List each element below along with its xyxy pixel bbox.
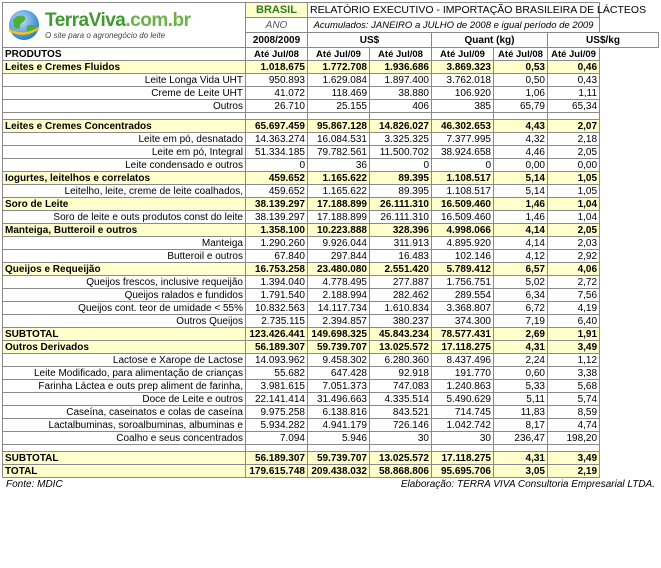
spacer-row	[3, 445, 659, 452]
row-label: Soro de leite e outs produtos const do leite	[3, 211, 246, 224]
value-cell: 16.084.531	[308, 133, 370, 146]
table-row	[3, 393, 659, 406]
spacer-cell	[548, 113, 600, 120]
value-cell: 17.118.275	[432, 341, 494, 354]
value-cell: 3.368.807	[432, 302, 494, 315]
row-label: Outros Derivados	[3, 341, 246, 354]
value-cell: 726.146	[370, 419, 432, 432]
table-row	[3, 211, 659, 224]
value-cell: 6,34	[494, 289, 548, 302]
value-cell: 106.920	[432, 87, 494, 100]
category-row	[3, 224, 659, 237]
value-cell: 3,49	[548, 452, 600, 465]
value-cell: 95.867.128	[308, 120, 370, 133]
category-row	[3, 263, 659, 276]
value-cell: 4,14	[494, 224, 548, 237]
table-row	[3, 146, 659, 159]
value-cell: 7,19	[494, 315, 548, 328]
value-cell: 59.739.707	[308, 452, 370, 465]
value-cell: 13.025.572	[370, 452, 432, 465]
row-label: Queijos ralados e fundidos	[3, 289, 246, 302]
value-cell: 9.975.258	[246, 406, 308, 419]
value-cell: 1.610.834	[370, 302, 432, 315]
value-cell: 4,32	[494, 133, 548, 146]
table-row	[3, 87, 659, 100]
value-cell: 1.018.675	[246, 61, 308, 74]
table-row	[3, 133, 659, 146]
spacer-cell	[3, 445, 246, 452]
value-cell: 1.791.540	[246, 289, 308, 302]
table-row	[3, 100, 659, 113]
value-cell: 55.682	[246, 367, 308, 380]
value-cell: 6,40	[548, 315, 600, 328]
value-cell: 1,91	[548, 328, 600, 341]
row-label: Manteiga, Butteroil e outros	[3, 224, 246, 237]
table-row	[3, 354, 659, 367]
spacer-cell	[494, 113, 548, 120]
value-cell: 0,50	[494, 74, 548, 87]
value-cell: 1.756.751	[432, 276, 494, 289]
value-cell: 11.500.702	[370, 146, 432, 159]
value-cell: 1.240.863	[432, 380, 494, 393]
value-cell: 46.302.653	[432, 120, 494, 133]
value-cell: 747.083	[370, 380, 432, 393]
value-cell: 65,34	[548, 100, 600, 113]
row-label: Leite condensado e outros	[3, 159, 246, 172]
table-row	[3, 74, 659, 87]
value-cell: 1,46	[494, 211, 548, 224]
value-cell: 92.918	[370, 367, 432, 380]
value-cell: 41.072	[246, 87, 308, 100]
value-cell: 10.832.563	[246, 302, 308, 315]
value-cell: 5,14	[494, 185, 548, 198]
value-cell: 38.139.297	[246, 211, 308, 224]
group-usdkg: US$/kg	[548, 33, 659, 48]
year-label: ANO	[246, 18, 308, 33]
globe-icon	[7, 8, 41, 42]
imports-table	[2, 2, 659, 478]
value-cell: 23.480.080	[308, 263, 370, 276]
spacer-cell	[494, 445, 548, 452]
value-cell: 1.394.040	[246, 276, 308, 289]
value-cell: 3,49	[548, 341, 600, 354]
value-cell: 289.554	[432, 289, 494, 302]
value-cell: 6.138.816	[308, 406, 370, 419]
row-label: Leite em pó, desnatado	[3, 133, 246, 146]
value-cell: 17.188.899	[308, 198, 370, 211]
value-cell: 16.509.460	[432, 211, 494, 224]
value-cell: 14.117.734	[308, 302, 370, 315]
row-label: Queijos cont. teor de umidade < 55%	[3, 302, 246, 315]
value-cell: 6,72	[494, 302, 548, 315]
value-cell: 236,47	[494, 432, 548, 445]
table-row	[3, 185, 659, 198]
row-label: Queijos frescos, inclusive requeijão	[3, 276, 246, 289]
row-label: Outros	[3, 100, 246, 113]
value-cell: 2,24	[494, 354, 548, 367]
value-cell: 3.762.018	[432, 74, 494, 87]
value-cell: 3.981.615	[246, 380, 308, 393]
report-container	[2, 2, 659, 490]
group-usd: US$	[308, 33, 432, 48]
value-cell: 26.111.310	[370, 211, 432, 224]
value-cell: 67.840	[246, 250, 308, 263]
value-cell: 311.913	[370, 237, 432, 250]
value-cell: 282.462	[370, 289, 432, 302]
row-label: Coalho e seus concentrados	[3, 432, 246, 445]
value-cell: 1,12	[548, 354, 600, 367]
value-cell: 1.290.260	[246, 237, 308, 250]
value-cell: 17.188.899	[308, 211, 370, 224]
row-label: Leites e Cremes Concentrados	[3, 120, 246, 133]
value-cell: 2,18	[548, 133, 600, 146]
products-header: PRODUTOS	[3, 48, 246, 61]
value-cell: 5.934.282	[246, 419, 308, 432]
value-cell: 380.237	[370, 315, 432, 328]
credit-note: Elaboração: TERRA VIVA Consultoria Empresarial LTDA.	[400, 479, 655, 490]
value-cell: 6.280.360	[370, 354, 432, 367]
value-cell: 56.189.307	[246, 341, 308, 354]
col-header-2008: Até Jul/08	[494, 48, 548, 61]
value-cell: 647.428	[308, 367, 370, 380]
value-cell: 459.652	[246, 172, 308, 185]
value-cell: 89.395	[370, 185, 432, 198]
row-label: Outros Queijos	[3, 315, 246, 328]
value-cell: 1.358.100	[246, 224, 308, 237]
value-cell: 0	[370, 159, 432, 172]
value-cell: 2.551.420	[370, 263, 432, 276]
value-cell: 1.629.084	[308, 74, 370, 87]
value-cell: 2.735.115	[246, 315, 308, 328]
source-note: Fonte: MDIC	[6, 479, 63, 490]
value-cell: 4,31	[494, 452, 548, 465]
col-header-2009: Até Jul/09	[308, 48, 370, 61]
value-cell: 714.745	[432, 406, 494, 419]
value-cell: 10.223.888	[308, 224, 370, 237]
value-cell: 95.695.706	[432, 465, 494, 478]
value-cell: 179.615.748	[246, 465, 308, 478]
value-cell: 65,79	[494, 100, 548, 113]
value-cell: 4.941.179	[308, 419, 370, 432]
value-cell: 3.869.323	[432, 61, 494, 74]
value-cell: 8,59	[548, 406, 600, 419]
table-row	[3, 406, 659, 419]
spacer-cell	[246, 445, 308, 452]
value-cell: 0	[432, 159, 494, 172]
value-cell: 11,83	[494, 406, 548, 419]
table-row	[3, 367, 659, 380]
value-cell: 38.924.658	[432, 146, 494, 159]
row-label: Caseína, caseinatos e colas de caseína	[3, 406, 246, 419]
value-cell: 7,56	[548, 289, 600, 302]
logo-name-part2: .com.br	[125, 9, 191, 31]
value-cell: 56.189.307	[246, 452, 308, 465]
value-cell: 1.772.708	[308, 61, 370, 74]
table-row	[3, 380, 659, 393]
spacer-cell	[246, 113, 308, 120]
value-cell: 1,46	[494, 198, 548, 211]
subtotal-row	[3, 452, 659, 465]
row-label: SUBTOTAL	[3, 328, 246, 341]
period-label: 2008/2009	[246, 33, 308, 48]
value-cell: 16.509.460	[432, 198, 494, 211]
value-cell: 14.826.027	[370, 120, 432, 133]
logo-name-part1: TerraViva	[45, 9, 126, 31]
table-row	[3, 432, 659, 445]
value-cell: 51.334.185	[246, 146, 308, 159]
value-cell: 3,38	[548, 367, 600, 380]
value-cell: 4,74	[548, 419, 600, 432]
group-quant: Quant (kg)	[432, 33, 548, 48]
table-row	[3, 276, 659, 289]
value-cell: 16.753.258	[246, 263, 308, 276]
value-cell: 22.141.414	[246, 393, 308, 406]
value-cell: 2.394.857	[308, 315, 370, 328]
value-cell: 4,06	[548, 263, 600, 276]
row-label: Leite Longa Vida UHT	[3, 74, 246, 87]
row-label: Farinha Láctea e outs prep aliment de farinha,	[3, 380, 246, 393]
value-cell: 89.395	[370, 172, 432, 185]
value-cell: 7.094	[246, 432, 308, 445]
value-cell: 30	[370, 432, 432, 445]
value-cell: 8.437.496	[432, 354, 494, 367]
value-cell: 1,04	[548, 198, 600, 211]
value-cell: 2.188.994	[308, 289, 370, 302]
value-cell: 2,69	[494, 328, 548, 341]
value-cell: 2,07	[548, 120, 600, 133]
spacer-row	[3, 113, 659, 120]
value-cell: 58.868.806	[370, 465, 432, 478]
value-cell: 1,05	[548, 185, 600, 198]
value-cell: 2,05	[548, 146, 600, 159]
value-cell: 59.739.707	[308, 341, 370, 354]
value-cell: 5.490.629	[432, 393, 494, 406]
value-cell: 4,31	[494, 341, 548, 354]
value-cell: 0,00	[548, 159, 600, 172]
value-cell: 1.897.400	[370, 74, 432, 87]
row-label: Leite Modificado, para alimentação de crianças	[3, 367, 246, 380]
value-cell: 8,17	[494, 419, 548, 432]
value-cell: 2,05	[548, 224, 600, 237]
logo-tagline: O site para o agronegócio do leite	[45, 30, 166, 40]
value-cell: 297.844	[308, 250, 370, 263]
value-cell: 374.300	[432, 315, 494, 328]
value-cell: 65.697.459	[246, 120, 308, 133]
spacer-cell	[432, 113, 494, 120]
value-cell: 4.895.920	[432, 237, 494, 250]
row-label: Queijos e Requeijão	[3, 263, 246, 276]
spacer-cell	[308, 445, 370, 452]
row-label: Doce de Leite e outros	[3, 393, 246, 406]
terraviva-logo	[3, 3, 245, 47]
value-cell: 4,12	[494, 250, 548, 263]
value-cell: 4,46	[494, 146, 548, 159]
value-cell: 198,20	[548, 432, 600, 445]
category-row	[3, 341, 659, 354]
value-cell: 4,14	[494, 237, 548, 250]
value-cell: 4.778.495	[308, 276, 370, 289]
value-cell: 209.438.032	[308, 465, 370, 478]
row-label: SUBTOTAL	[3, 452, 246, 465]
row-label: Soro de Leite	[3, 198, 246, 211]
table-row	[3, 289, 659, 302]
spacer-cell	[370, 445, 432, 452]
value-cell: 1,04	[548, 211, 600, 224]
report-title: RELATÓRIO EXECUTIVO - IMPORTAÇÃO BRASILEIRA DE LÁCTEOS	[308, 3, 600, 18]
value-cell: 0,43	[548, 74, 600, 87]
value-cell: 31.496.663	[308, 393, 370, 406]
value-cell: 0,60	[494, 367, 548, 380]
value-cell: 5.946	[308, 432, 370, 445]
value-cell: 5,11	[494, 393, 548, 406]
value-cell: 843.521	[370, 406, 432, 419]
value-cell: 1.165.622	[308, 172, 370, 185]
value-cell: 4,43	[494, 120, 548, 133]
category-row	[3, 172, 659, 185]
col-header-2009: Até Jul/09	[432, 48, 494, 61]
table-row	[3, 315, 659, 328]
value-cell: 38.880	[370, 87, 432, 100]
value-cell: 1,05	[548, 172, 600, 185]
value-cell: 118.469	[308, 87, 370, 100]
table-row	[3, 250, 659, 263]
spacer-cell	[3, 113, 246, 120]
value-cell: 5.789.412	[432, 263, 494, 276]
value-cell: 36	[308, 159, 370, 172]
value-cell: 2,92	[548, 250, 600, 263]
value-cell: 2,72	[548, 276, 600, 289]
value-cell: 1,11	[548, 87, 600, 100]
value-cell: 277.887	[370, 276, 432, 289]
value-cell: 17.118.275	[432, 452, 494, 465]
table-row	[3, 419, 659, 432]
row-label: Creme de Leite UHT	[3, 87, 246, 100]
value-cell: 7.051.373	[308, 380, 370, 393]
value-cell: 5,33	[494, 380, 548, 393]
table-row	[3, 237, 659, 250]
value-cell: 950.893	[246, 74, 308, 87]
row-label: Lactalbuminas, soroalbuminas, albuminas e	[3, 419, 246, 432]
value-cell: 5,14	[494, 172, 548, 185]
value-cell: 38.139.297	[246, 198, 308, 211]
value-cell: 30	[432, 432, 494, 445]
value-cell: 123.426.441	[246, 328, 308, 341]
row-label: Manteiga	[3, 237, 246, 250]
value-cell: 0,00	[494, 159, 548, 172]
report-subtitle: Acumulados: JANEIRO a JULHO de 2008 e igual período de 2009	[308, 18, 600, 33]
value-cell: 102.146	[432, 250, 494, 263]
row-label: Leitelho, leite, creme de leite coalhados,	[3, 185, 246, 198]
value-cell: 16.483	[370, 250, 432, 263]
value-cell: 4,19	[548, 302, 600, 315]
table-row	[3, 302, 659, 315]
value-cell: 26.111.310	[370, 198, 432, 211]
row-label: Lactose e Xarope de Lactose	[3, 354, 246, 367]
row-label: Butteroil e outros	[3, 250, 246, 263]
value-cell: 406	[370, 100, 432, 113]
value-cell: 6,57	[494, 263, 548, 276]
footer	[2, 479, 659, 490]
value-cell: 4.998.066	[432, 224, 494, 237]
value-cell: 5,02	[494, 276, 548, 289]
value-cell: 13.025.572	[370, 341, 432, 354]
category-row	[3, 120, 659, 133]
row-label: Leites e Cremes Fluidos	[3, 61, 246, 74]
subtotal-row	[3, 328, 659, 341]
value-cell: 1.936.686	[370, 61, 432, 74]
value-cell: 45.843.234	[370, 328, 432, 341]
spacer-cell	[432, 445, 494, 452]
spacer-cell	[308, 113, 370, 120]
value-cell: 7.377.995	[432, 133, 494, 146]
value-cell: 79.782.561	[308, 146, 370, 159]
value-cell: 1.042.742	[432, 419, 494, 432]
value-cell: 1,06	[494, 87, 548, 100]
logo-cell	[3, 3, 246, 48]
value-cell: 5,74	[548, 393, 600, 406]
spacer-cell	[370, 113, 432, 120]
value-cell: 9.458.302	[308, 354, 370, 367]
value-cell: 14.093.962	[246, 354, 308, 367]
value-cell: 14.363.274	[246, 133, 308, 146]
value-cell: 328.396	[370, 224, 432, 237]
value-cell: 1.108.517	[432, 185, 494, 198]
value-cell: 0,53	[494, 61, 548, 74]
table-row	[3, 159, 659, 172]
value-cell: 459.652	[246, 185, 308, 198]
value-cell: 78.577.431	[432, 328, 494, 341]
value-cell: 2,03	[548, 237, 600, 250]
value-cell: 0,46	[548, 61, 600, 74]
value-cell: 0	[246, 159, 308, 172]
value-cell: 3,05	[494, 465, 548, 478]
value-cell: 26.710	[246, 100, 308, 113]
value-cell: 385	[432, 100, 494, 113]
total-row	[3, 465, 659, 478]
value-cell: 25.155	[308, 100, 370, 113]
value-cell: 1.108.517	[432, 172, 494, 185]
category-row	[3, 61, 659, 74]
value-cell: 4.335.514	[370, 393, 432, 406]
col-header-2009: Até Jul/09	[548, 48, 600, 61]
spacer-cell	[548, 445, 600, 452]
row-label: Leite em pó, Integral	[3, 146, 246, 159]
value-cell: 1.165.622	[308, 185, 370, 198]
value-cell: 3.325.325	[370, 133, 432, 146]
value-cell: 2,19	[548, 465, 600, 478]
col-header-2008: Até Jul/08	[370, 48, 432, 61]
country-label: BRASIL	[246, 3, 308, 18]
row-label: TOTAL	[3, 465, 246, 478]
value-cell: 191.770	[432, 367, 494, 380]
row-label: Iogurtes, leitelhos e correlatos	[3, 172, 246, 185]
col-header-2008: Até Jul/08	[246, 48, 308, 61]
value-cell: 149.698.325	[308, 328, 370, 341]
value-cell: 9.926.044	[308, 237, 370, 250]
category-row	[3, 198, 659, 211]
value-cell: 5,68	[548, 380, 600, 393]
